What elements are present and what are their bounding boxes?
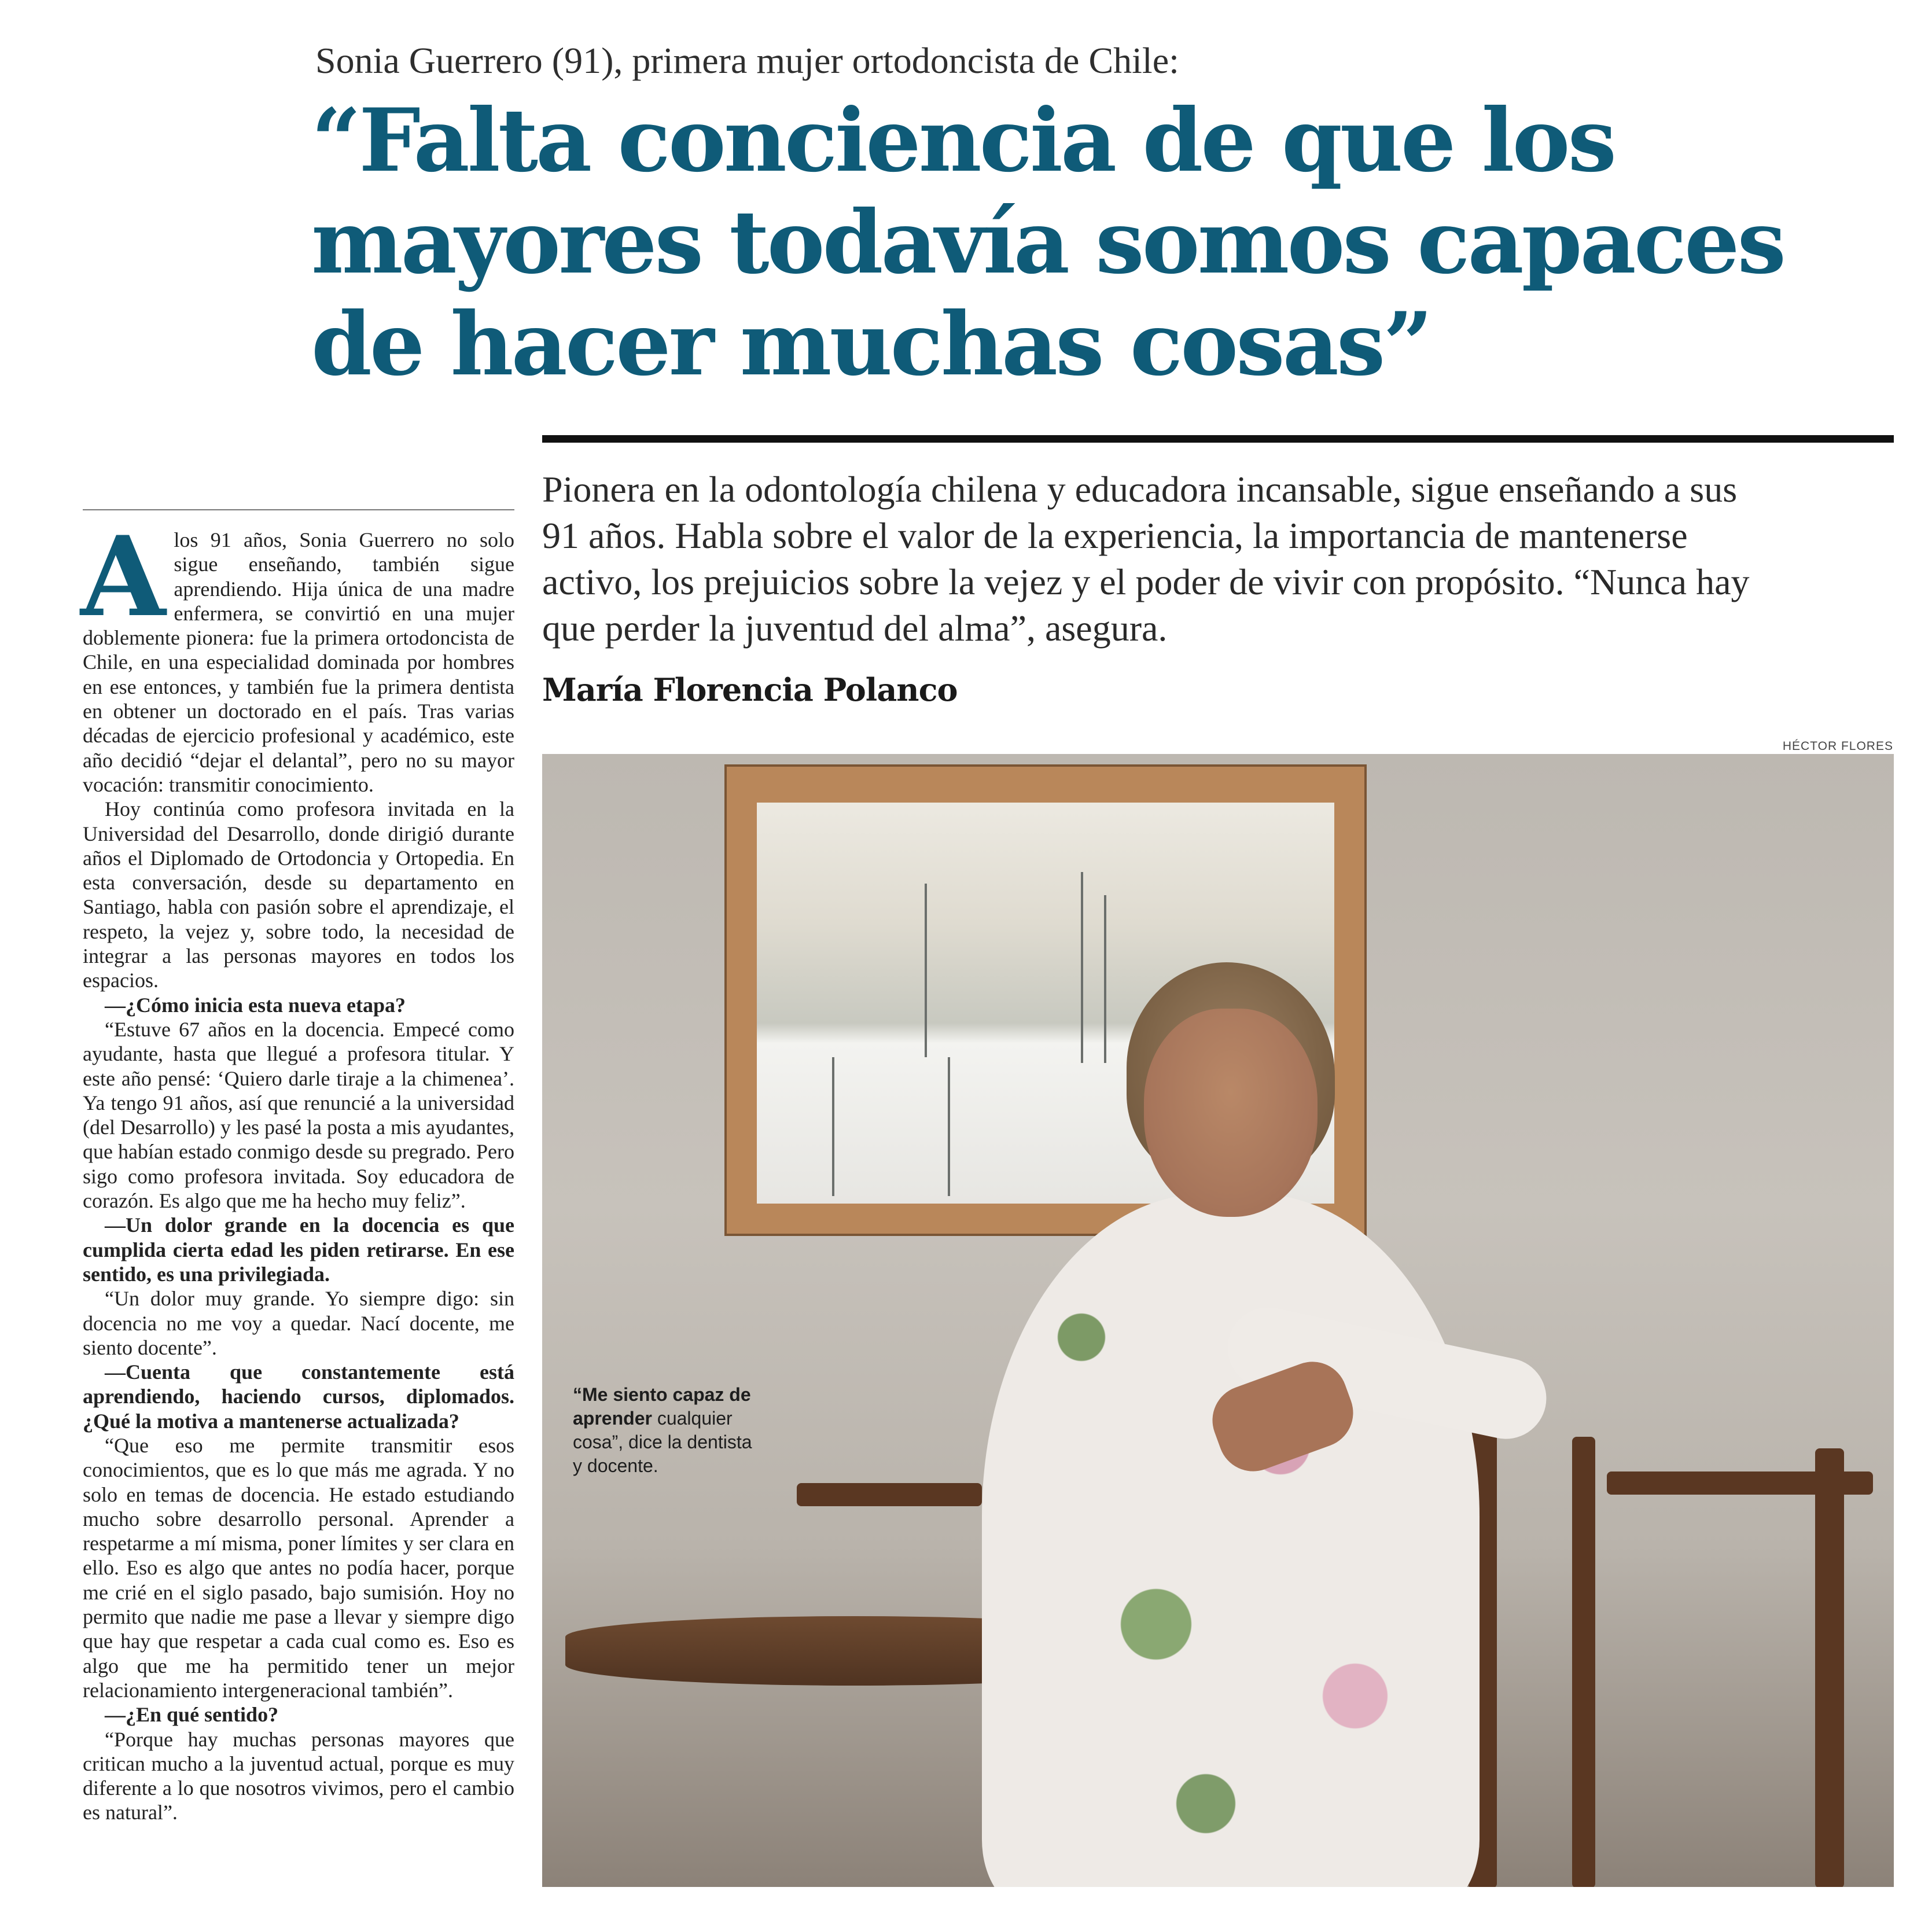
- ship-mast: [1081, 872, 1083, 1063]
- top-rule: [542, 435, 1894, 443]
- byline: María Florencia Polanco: [542, 671, 958, 708]
- caption-rest: cualquier cosa”, dice la dentista y docente.: [573, 1408, 752, 1476]
- deck: [542, 466, 1896, 652]
- chair-post: [1572, 1437, 1595, 1887]
- paragraph-intro: [80, 512, 514, 797]
- floral-blouse: [982, 1194, 1480, 1887]
- paragraph: Hoy continúa como profesora invitada en la Universidad del Desarrollo, donde dirigió durante años el Diplomado de Ortodoncia y Ortopedia. En esta conversación, desde su departamento en Santiago, habla con pasión sobre el aprendizaje, el respeto, la vejez y, sobre todo, la necesidad de integrar a las personas mayores en todos los espacios.: [83, 797, 514, 992]
- photo-caption: [573, 1383, 758, 1478]
- kicker: Sonia Guerrero (91), primera mujer ortodoncista de Chile:: [315, 40, 1179, 81]
- question: —Cuenta que constantemente está aprendiendo, haciendo cursos, diplomados. ¿Qué la motiva a mantenerse actualizada?: [83, 1360, 514, 1433]
- deck-line-3: activo, los prejuicios sobre la vejez y el poder de vivir con propósito. “Nunca hay: [542, 561, 1750, 602]
- deck-line-2: 91 años. Habla sobre el valor de la experiencia, la importancia de mantenerse: [542, 515, 1688, 556]
- question: —Un dolor grande en la docencia es que cumplida cierta edad les piden retirarse. En ese sentido, es una privilegiada.: [83, 1213, 514, 1286]
- drop-cap: A: [80, 512, 166, 641]
- chair-back-left: [797, 1483, 982, 1506]
- face: [1144, 1009, 1318, 1217]
- ship-mast: [925, 884, 927, 1057]
- headline-line-3: de hacer muchas cosas”: [311, 293, 1431, 395]
- photo-credit: HÉCTOR FLORES: [1782, 740, 1893, 753]
- answer: “Que eso me permite transmitir esos conocimientos, que es lo que más me agrada. Y no solo en temas de docencia. He estado estudiando mucho sobre desarrollo personal. Aprender a respetarme a mí misma, poner límites y ser clara en ello. Eso es algo que antes no podía hacer, porque me crié en el siglo pasado, bajo sumisión. Hoy no permito que nadie me pase a llevar y siempre digo que hay que respetar a cada cual como es. Eso es algo que me ha permitido tener un mejor relacionamiento intergeneracional también”.: [83, 1433, 514, 1702]
- paragraph-intro-text: los 91 años, Sonia Guerrero no solo sigue enseñando, también sigue aprendiendo. Hija única de una madre enfermera, se convirtió en una mujer doblemente pionera: fue la primera ortodoncista de Chile, en una especialidad dominada por hombres en ese entonces, y también fue la primera dentista en obtener un doctorado en el país. Tras varias décadas de ejercicio profesional y académico, este año decidió “dejar el delantal”, pero no su mayor vocación: transmitir conocimiento.: [83, 528, 514, 796]
- chair-post: [1815, 1448, 1844, 1887]
- ship-mast-reflection: [948, 1057, 950, 1196]
- answer: “Un dolor muy grande. Yo siempre digo: sin docencia no me voy a quedar. Nací docente, me siento docente”.: [83, 1287, 514, 1359]
- ship-mast-reflection: [832, 1057, 834, 1196]
- deck-line-1: Pionera en la odontología chilena y educadora incansable, sigue enseñando a sus: [542, 469, 1738, 510]
- question: —¿Cómo inicia esta nueva etapa?: [105, 993, 406, 1017]
- article-body: [80, 512, 514, 1825]
- headline: [311, 90, 1908, 395]
- answer: “Porque hay muchas personas mayores que critican mucho a la juventud actual, porque es muy diferente a lo que nosotros vivimos, pero el cambio es natural”.: [83, 1727, 514, 1824]
- headline-line-1: “Falta conciencia de que los: [311, 90, 1615, 192]
- column-rule: [83, 509, 514, 510]
- headline-line-2: mayores todavía somos capaces: [311, 192, 1784, 293]
- portrait-photo: [542, 754, 1894, 1887]
- deck-line-4: que perder la juventud del alma”, asegura.: [542, 608, 1168, 649]
- ship-mast: [1104, 895, 1106, 1063]
- answer: “Estuve 67 años en la docencia. Empecé como ayudante, hasta que llegué a profesora titular. Y este año pensé: ‘Quiero darle tiraje a la chimenea’. Ya tengo 91 años, así que renuncié a la universidad (del Desarrollo) y les pasé la posta a mis ayudantes, que habían estado conmigo desde su pregrado. Pero sigo como profesora invitada. Soy educadora de corazón. Es algo que me ha hecho muy feliz”.: [83, 1017, 514, 1213]
- question: —¿En qué sentido?: [105, 1703, 279, 1727]
- caption-bold: “Me siento capaz de aprender: [573, 1384, 751, 1429]
